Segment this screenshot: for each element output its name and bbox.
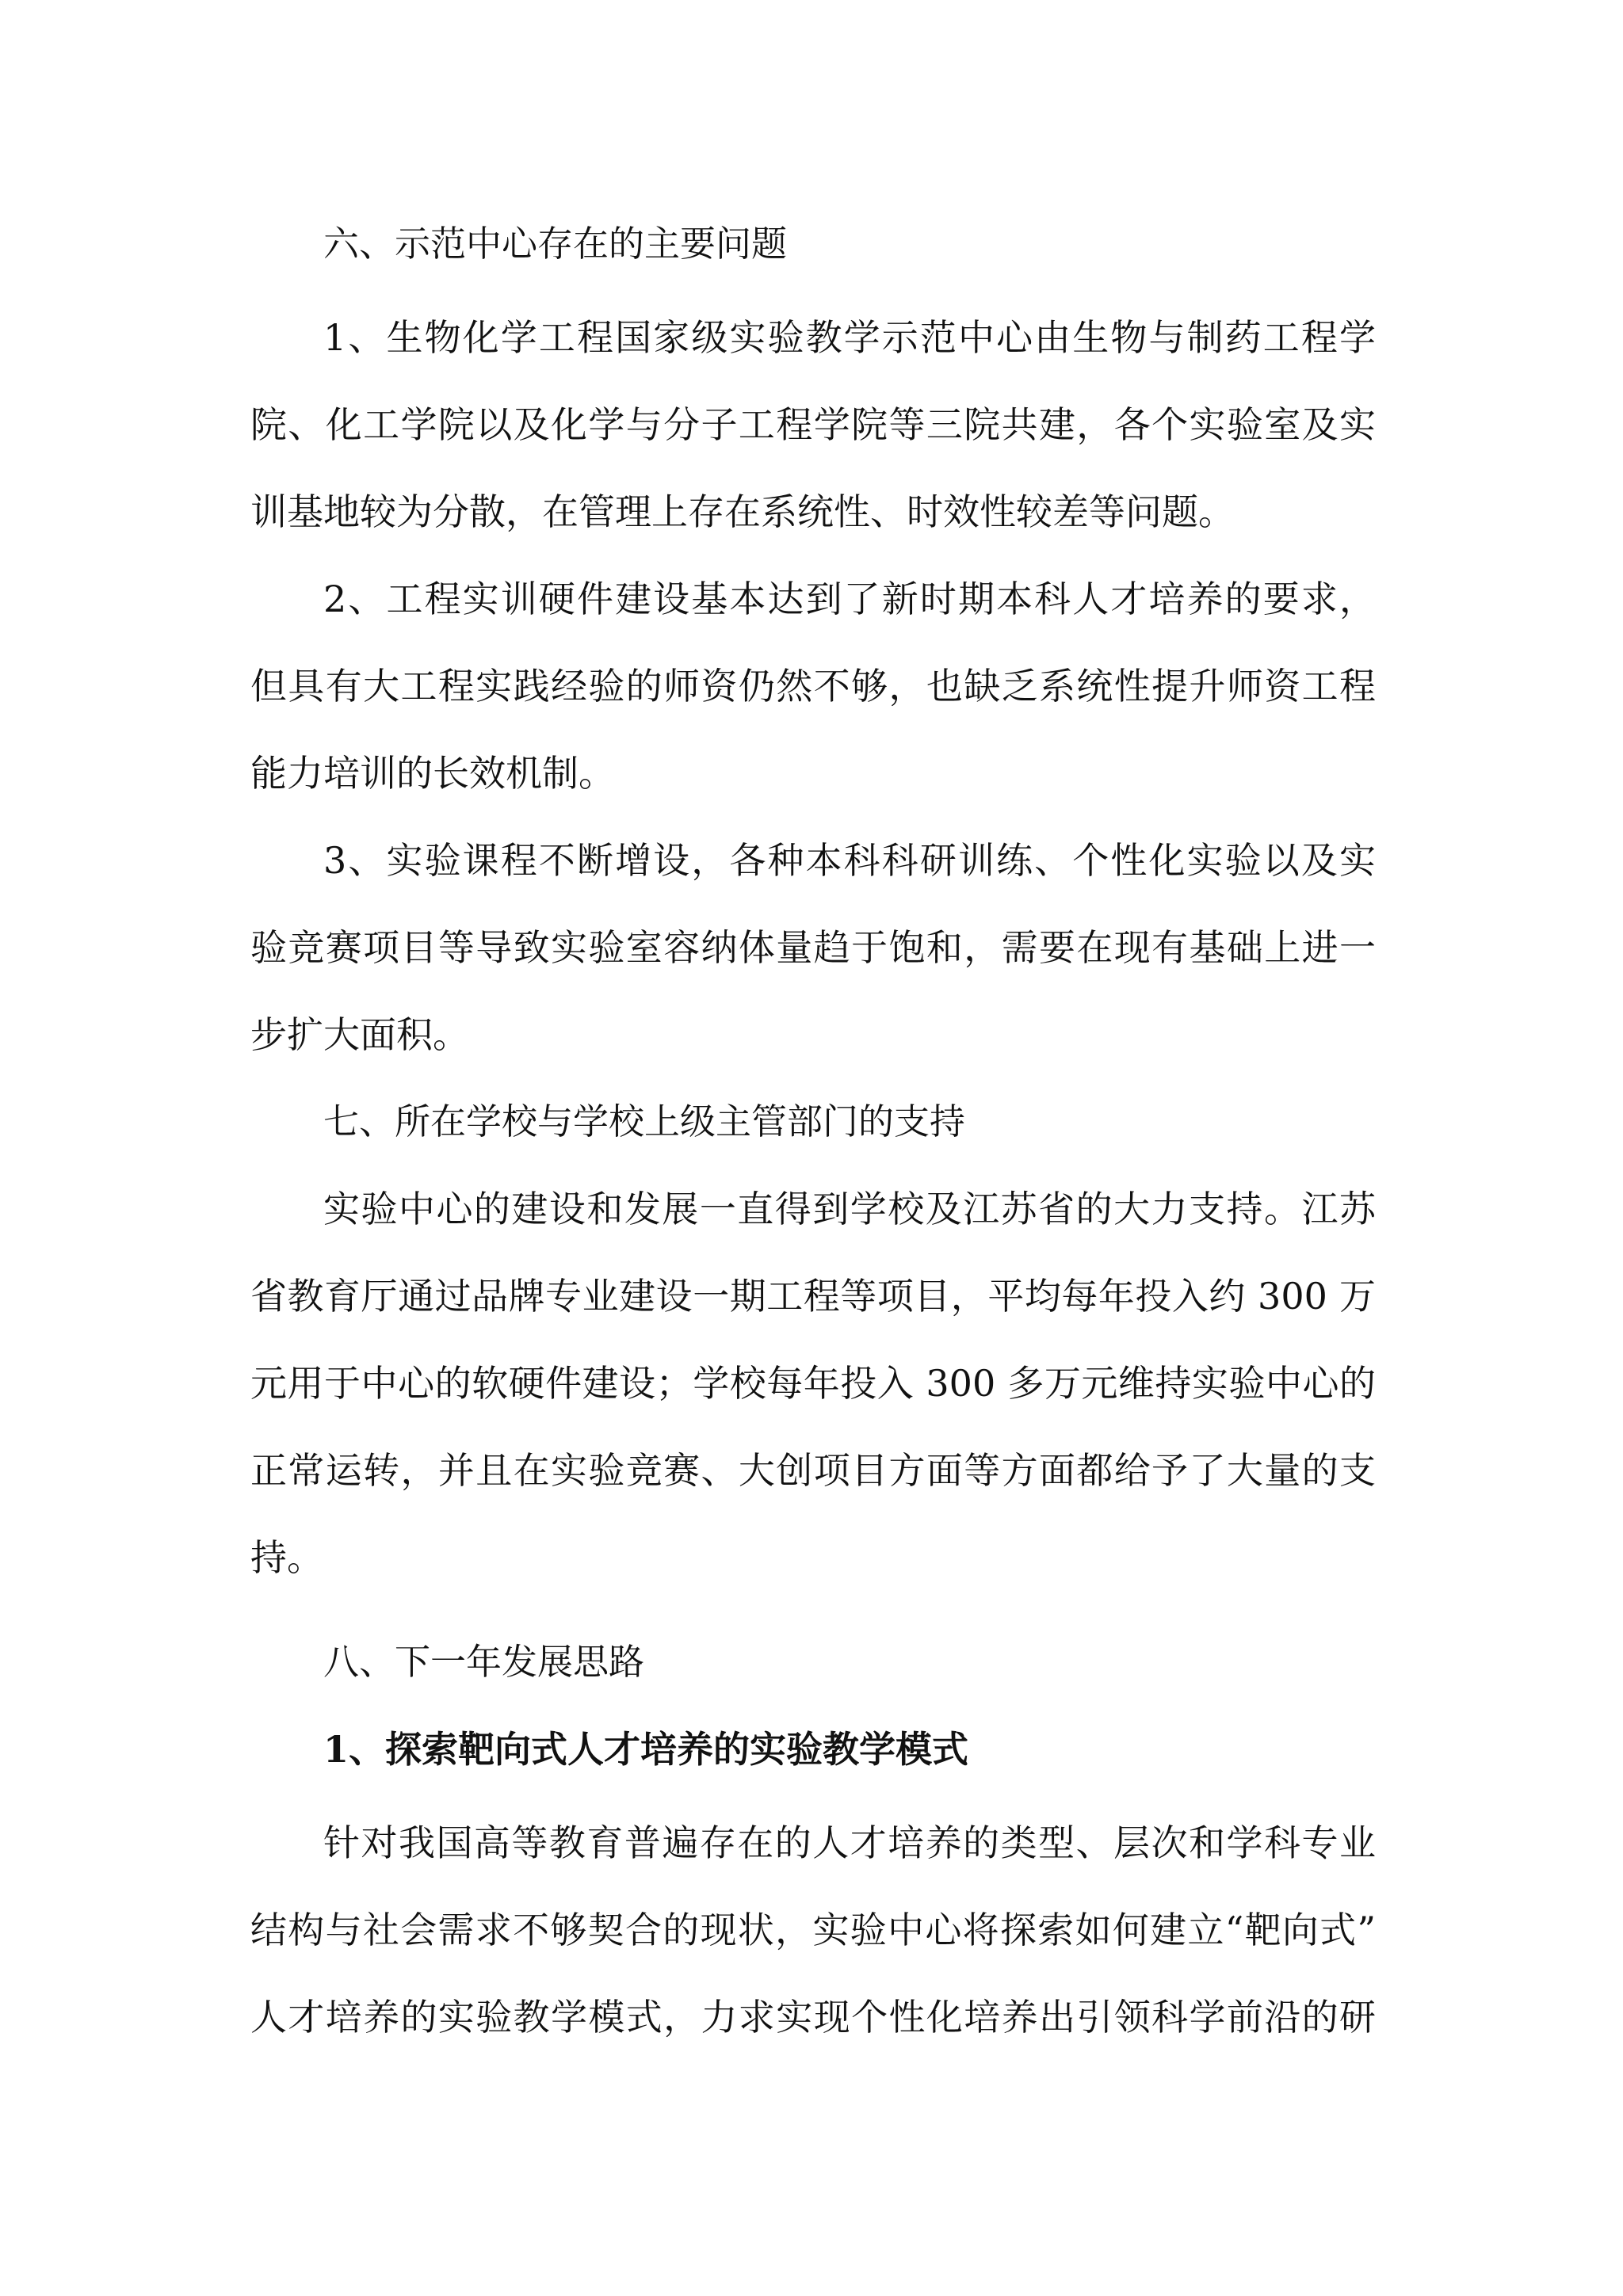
section-heading-8: 八、下一年发展思路 (323, 1641, 645, 1683)
paragraph-line: 1、生物化学工程国家级实验教学示范中心由生物与制药工程学 (323, 316, 1376, 359)
paragraph-line: 验竞赛项目等导致实验室容纳体量趋于饱和，需要在现有基础上进一 (250, 926, 1376, 969)
paragraph-line: 但具有大工程实践经验的师资仍然不够，也缺乏系统性提升师资工程 (250, 665, 1376, 707)
paragraph-line: 针对我国高等教育普遍存在的人才培养的类型、层次和学科专业 (323, 1821, 1376, 1864)
paragraph-line: 人才培养的实验教学模式，力求实现个性化培养出引领科学前沿的研 (250, 1996, 1376, 2039)
section-heading-6: 六、示范中心存在的主要问题 (323, 223, 788, 265)
paragraph-line: 2、工程实训硬件建设基本达到了新时期本科人才培养的要求， (323, 578, 1376, 620)
paragraph-line: 元用于中心的软硬件建设；学校每年投入 300 多万元维持实验中心的 (250, 1362, 1376, 1405)
paragraph-line: 训基地较为分散，在管理上存在系统性、时效性较差等问题。 (250, 490, 1235, 533)
paragraph-line: 省教育厅通过品牌专业建设一期工程等项目，平均每年投入约 300 万 (250, 1275, 1376, 1318)
paragraph-line: 步扩大面积。 (250, 1013, 469, 1056)
paragraph-line: 能力培训的长效机制。 (250, 752, 615, 795)
paragraph-line: 正常运转，并且在实验竞赛、大创项目方面等方面都给予了大量的支 (250, 1449, 1376, 1492)
paragraph-line: 结构与社会需求不够契合的现状，实验中心将探索如何建立“靶向式” (250, 1909, 1376, 1951)
paragraph-line: 持。 (250, 1536, 323, 1579)
paragraph-line: 院、化工学院以及化学与分子工程学院等三院共建，各个实验室及实 (250, 403, 1376, 446)
subsection-heading: 1、探索靶向式人才培养的实验教学模式 (323, 1728, 969, 1771)
section-heading-7: 七、所在学校与学校上级主管部门的支持 (323, 1100, 966, 1142)
paragraph-line: 3、实验课程不断增设，各种本科科研训练、个性化实验以及实 (323, 839, 1376, 882)
paragraph-line: 实验中心的建设和发展一直得到学校及江苏省的大力支持。江苏 (323, 1188, 1376, 1230)
